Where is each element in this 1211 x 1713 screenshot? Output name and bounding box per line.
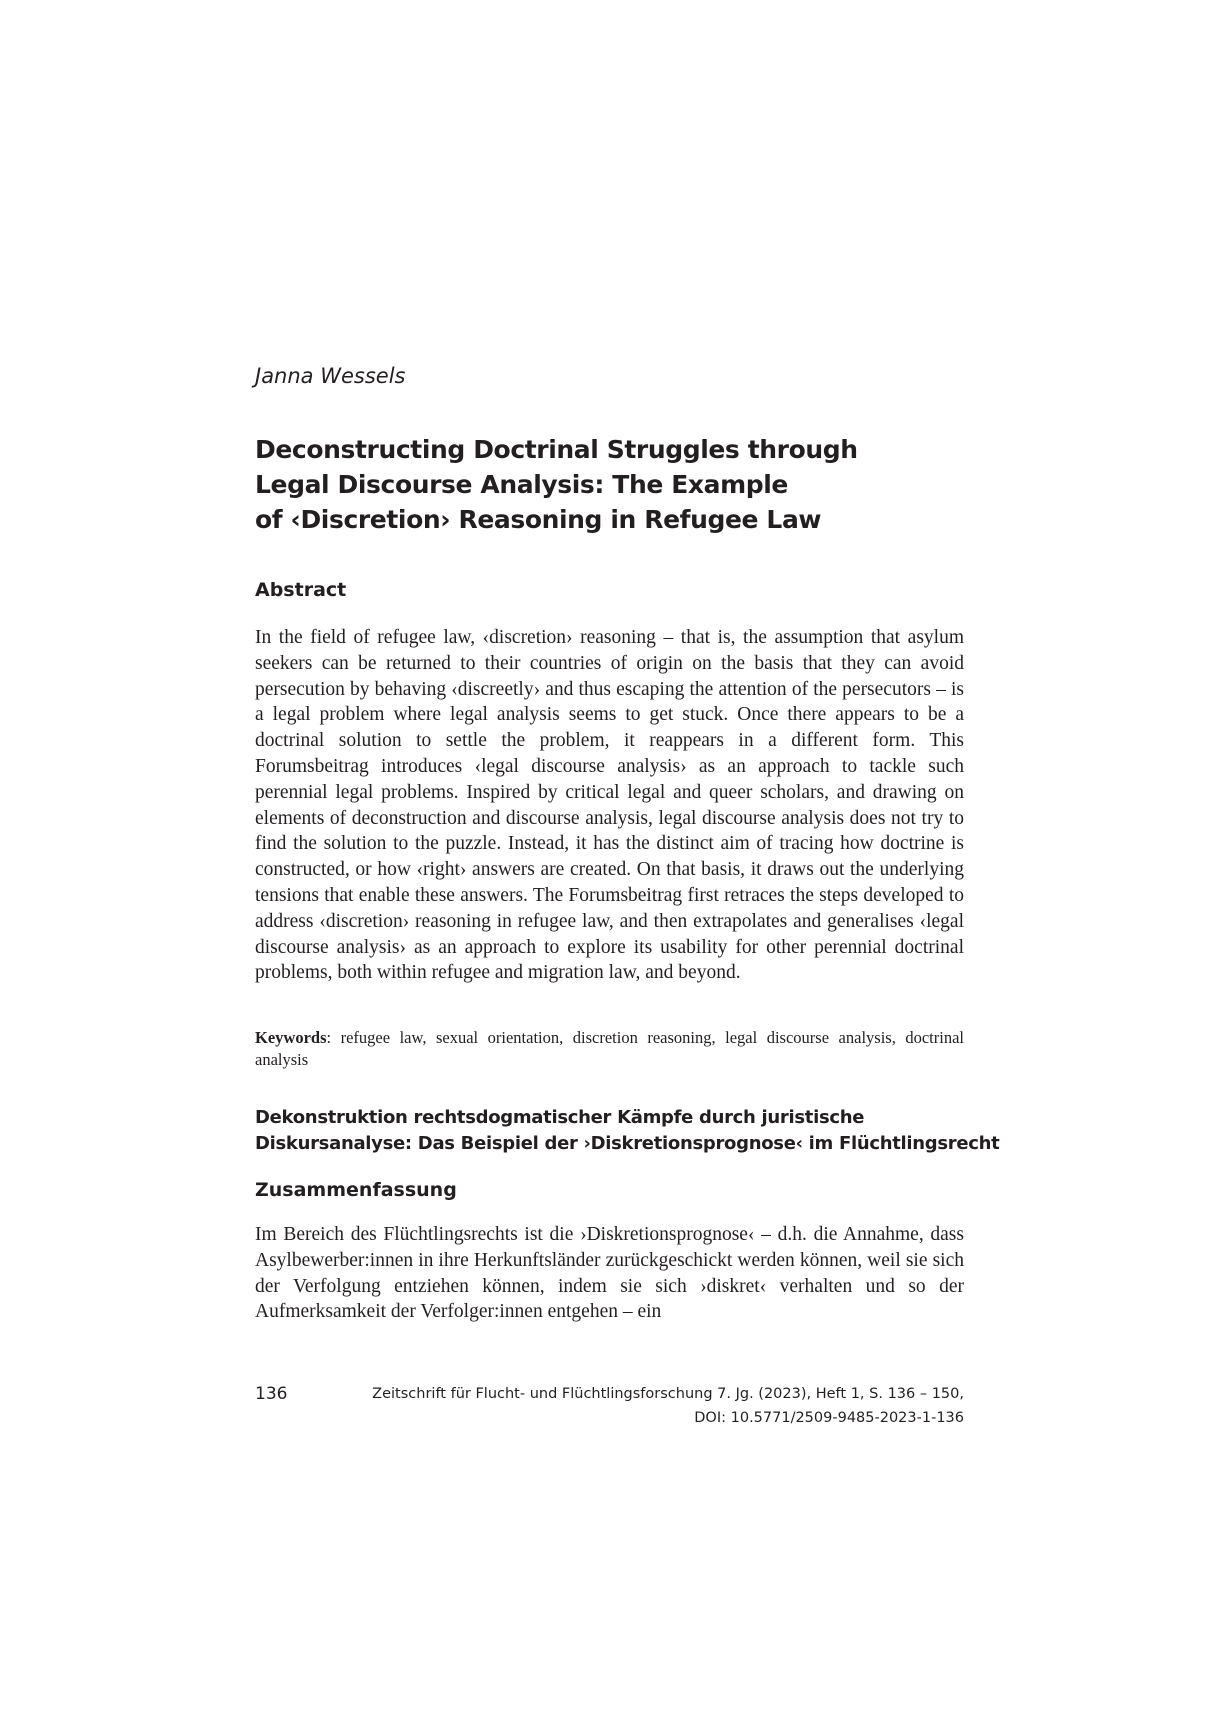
german-title-line: Diskursanalyse: Das Beispiel der ›Diskretionsprognose‹ im Flüchtlingsrecht: [255, 1133, 1000, 1154]
citation-line: Zeitschrift für Flucht- und Flüchtlingsforschung 7. Jg. (2023), Heft 1, S. 136 – 150,: [372, 1386, 964, 1402]
article-title: [255, 432, 964, 537]
keywords: [255, 1027, 964, 1071]
journal-citation: [372, 1382, 964, 1430]
german-title: [255, 1105, 1000, 1157]
journal-page: [255, 0, 1000, 1713]
doi-line: DOI: 10.5771/2509-9485-2023-1-136: [694, 1410, 964, 1426]
keywords-text: : refugee law, sexual orientation, discretion reasoning, legal discourse analysis, doctrinal analysis: [255, 1028, 964, 1069]
article-title-line: Deconstructing Doctrinal Struggles through: [255, 435, 858, 464]
author-name: Janna Wessels: [255, 364, 406, 388]
abstract-heading: Abstract: [255, 579, 347, 601]
keywords-label: Keywords: [255, 1028, 327, 1047]
page-number: 136: [255, 1384, 288, 1404]
abstract-text: In the field of refugee law, ‹discretion› reasoning – that is, the assumption that asylum seekers can be returned to their countries of origin on the basis that they can avoid persecution by behaving ‹discreetly› and thus escaping the attention of the persecutors – is a legal problem where legal analysis seems to get stuck. Once there appears to be a doctrinal solution to settle the problem, it reappears in a different form. This Forumsbeitrag introduces ‹legal discourse analysis› as an approach to tackle such perennial legal problems. Inspired by critical legal and queer scholars, and drawing on elements of deconstruction and discourse analysis, legal discourse analysis does not try to find the solution to the puzzle. Instead, it has the distinct aim of tracing how doctrine is constructed, or how ‹right› answers are created. On that basis, it draws out the underlying tensions that enable these answers. The Forumsbeitrag first retraces the steps developed to address ‹discretion› reasoning in refugee law, and then extrapolates and generalises ‹legal discourse analysis› as an approach to explore its usability for other perennial doctrinal problems, both within refugee and migration law, and beyond.: [255, 627, 964, 984]
article-title-line: Legal Discourse Analysis: The Example: [255, 470, 788, 499]
german-title-line: Dekonstruktion rechtsdogmatischer Kämpfe durch juristische: [255, 1107, 865, 1128]
article-title-line: of ‹Discretion› Reasoning in Refugee Law: [255, 505, 822, 534]
zusammenfassung-heading: Zusammenfassung: [255, 1179, 457, 1201]
zusammenfassung-text: Im Bereich des Flüchtlingsrechts ist die ›Diskretionsprognose‹ – d.h. die Annahme, dass Asylbewerber:innen in ihre Herkunftsländer zurückgeschickt werden können, weil sie sich der Verfolgung entziehen können, indem sie sich ›diskret‹ verhalten und so der Aufmerksamkeit der Verfolger:innen entgehen – ein: [255, 1224, 964, 1323]
